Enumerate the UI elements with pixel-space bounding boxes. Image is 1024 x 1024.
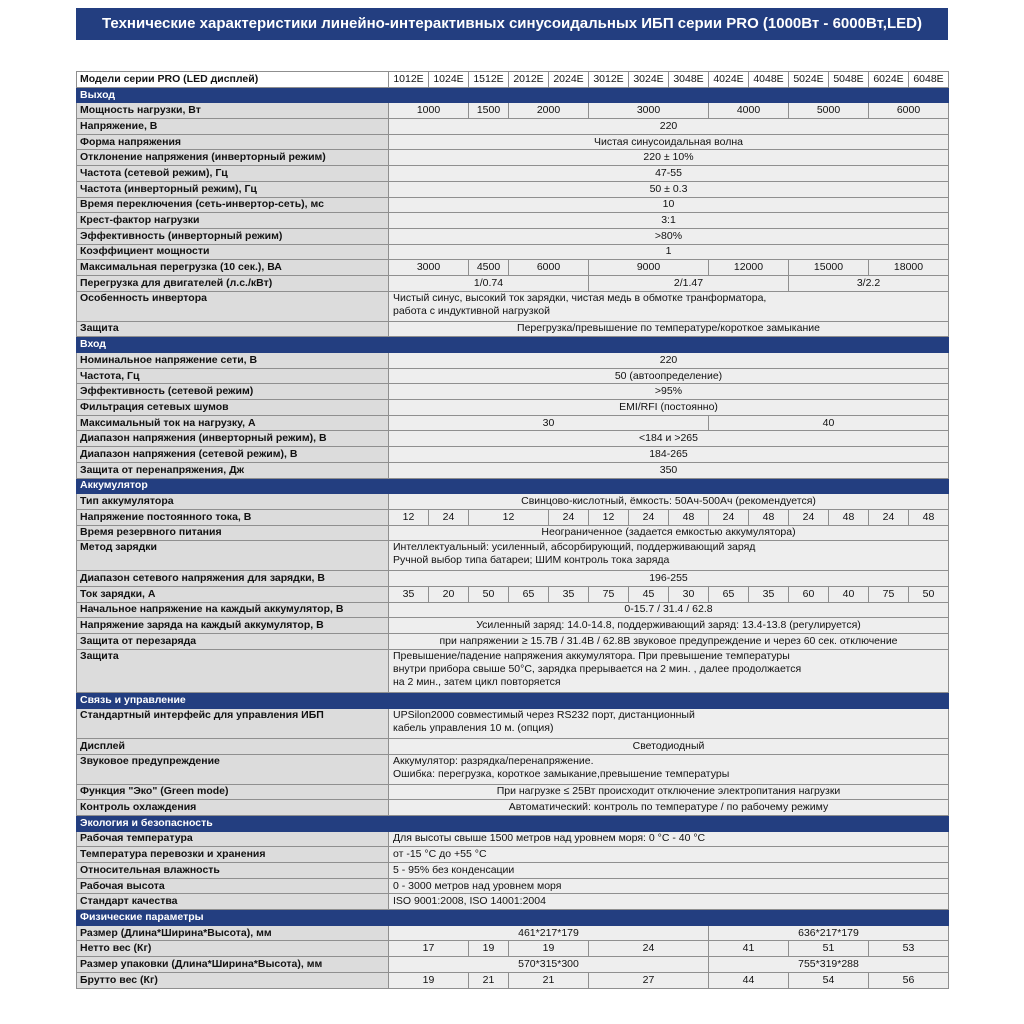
spec-label: Нетто вес (Кг) [77,941,389,957]
spec-value: 50 (автоопределение) [389,368,949,384]
spec-label: Диапазон напряжения (сетевой режим), В [77,447,389,463]
spec-value: 50 ± 0.3 [389,181,949,197]
spec-row [77,119,949,135]
spec-row [77,586,949,602]
spec-value: 220 [389,353,949,369]
spec-value: 21 [469,972,509,988]
spec-row [77,634,949,650]
spec-value: 12 [389,509,429,525]
section-title: Экология и безопасность [77,815,949,831]
spec-row [77,134,949,150]
spec-row [77,291,949,321]
spec-value: 24 [549,509,589,525]
model-header-cell: 4048E [749,72,789,88]
spec-value-line: Чистый синус, высокий ток зарядки, чистая медь в обмотке транформатора, [393,291,767,304]
spec-value: 35 [389,586,429,602]
spec-row [77,181,949,197]
spec-value: 48 [909,509,949,525]
spec-row [77,863,949,879]
section-title: Вход [77,337,949,353]
spec-row [77,400,949,416]
spec-value: 53 [869,941,949,957]
spec-row [77,431,949,447]
spec-value: 48 [749,509,789,525]
spec-label: Стандарт качества [77,894,389,910]
spec-label: Звуковое предупреждение [77,754,389,784]
spec-label: Время переключения (сеть-инвертор-сеть), мс [77,197,389,213]
spec-label: Размер (Длина*Ширина*Высота), мм [77,925,389,941]
spec-value [389,708,949,738]
spec-label: Частота (сетевой режим), Гц [77,166,389,182]
spec-value: 12000 [709,260,789,276]
spec-value-line: Интеллектуальный: усиленный, абсорбирующий, поддерживающий заряд [393,541,756,554]
model-header-cell: 4024E [709,72,749,88]
spec-value: 3:1 [389,213,949,229]
spec-row [77,847,949,863]
spec-value: 20 [429,586,469,602]
model-header-cell: 1512E [469,72,509,88]
spec-value [389,291,949,321]
spec-value [389,754,949,784]
spec-label: Напряжение, В [77,119,389,135]
spec-value: 570*315*300 [389,957,709,973]
spec-value: 1 [389,244,949,260]
spec-label: Частота (инверторный режим), Гц [77,181,389,197]
model-header-cell: 6048E [909,72,949,88]
spec-label: Функция "Эко" (Green mode) [77,784,389,800]
spec-value: 24 [789,509,829,525]
spec-label: Особенность инвертора [77,291,389,321]
spec-value: 5 - 95% без конденсации [389,863,949,879]
spec-value: 12 [589,509,629,525]
section-header [77,337,949,353]
spec-value-line: работа с индуктивной нагрузкой [393,304,551,317]
spec-value: 19 [509,941,589,957]
spec-label: Защита от перезаряда [77,634,389,650]
spec-value: 41 [709,941,789,957]
spec-row [77,509,949,525]
spec-label: Коэффициент мощности [77,244,389,260]
spec-value: 40 [829,586,869,602]
spec-value: 48 [669,509,709,525]
header-label: Модели серии PRO (LED дисплей) [77,72,389,88]
spec-row [77,275,949,291]
spec-value: 44 [709,972,789,988]
spec-label: Время резервного питания [77,525,389,541]
model-header-cell: 2012E [509,72,549,88]
spec-value: 60 [789,586,829,602]
spec-value: 0-15.7 / 31.4 / 62.8 [389,602,949,618]
spec-value-line: внутри прибора свыше 50°C, зарядка прерывается на 2 мин. , далее продолжается [393,662,802,675]
spec-row [77,541,949,571]
model-header-cell: 3048E [669,72,709,88]
spec-value: Чистая синусоидальная волна [389,134,949,150]
spec-label: Защита от перенапряжения, Дж [77,462,389,478]
spec-label: Стандартный интерфейс для управления ИБП [77,708,389,738]
spec-label: Максимальная перегрузка (10 сек.), ВА [77,260,389,276]
spec-value-line: кабель управления 10 м. (опция) [393,721,554,734]
spec-label: Дисплей [77,738,389,754]
spec-value: Свинцово-кислотный, ёмкость: 50Ач-500Ач (рекомендуется) [389,494,949,510]
spec-value: 10 [389,197,949,213]
spec-row [77,738,949,754]
spec-value: 40 [709,415,949,431]
spec-label: Фильтрация сетевых шумов [77,400,389,416]
model-header-cell: 1012E [389,72,429,88]
page-title: Технические характеристики линейно-интерактивных синусоидальных ИБП серии PRO (1000Вт - 6000Вт,LED) [76,8,948,40]
spec-value: 3000 [389,260,469,276]
spec-value: от -15 °C до +55 °C [389,847,949,863]
spec-row [77,260,949,276]
spec-row [77,368,949,384]
spec-row [77,754,949,784]
spec-value: 24 [709,509,749,525]
spec-value: 3000 [589,103,709,119]
spec-row [77,894,949,910]
spec-value [389,649,949,693]
section-header [77,815,949,831]
spec-value: 45 [629,586,669,602]
spec-row [77,602,949,618]
spec-label: Напряжение заряда на каждый аккумулятор, В [77,618,389,634]
spec-label: Перегрузка для двигателей (л.с./кВт) [77,275,389,291]
spec-row [77,353,949,369]
spec-value: 27 [589,972,709,988]
model-header-cell: 3024E [629,72,669,88]
spec-value: Автоматический: контроль по температуре / по рабочему режиму [389,800,949,816]
spec-value: 2000 [509,103,589,119]
spec-row [77,494,949,510]
spec-value: 65 [509,586,549,602]
spec-value: 5000 [789,103,869,119]
spec-label: Мощность нагрузки, Вт [77,103,389,119]
spec-value: Неограниченное (задается емкостью аккумулятора) [389,525,949,541]
section-title: Физические параметры [77,910,949,926]
spec-value: >95% [389,384,949,400]
spec-row [77,972,949,988]
spec-label: Диапазон напряжения (инверторный режим), В [77,431,389,447]
section-title: Связь и управление [77,693,949,709]
spec-value: 1/0.74 [389,275,589,291]
spec-label: Эффективность (инверторный режим) [77,228,389,244]
spec-value: При нагрузке ≤ 25Вт происходит отключение электропитания нагрузки [389,784,949,800]
spec-label: Номинальное напряжение сети, В [77,353,389,369]
spec-label: Форма напряжения [77,134,389,150]
spec-row [77,103,949,119]
spec-label: Диапазон сетевого напряжения для зарядки, В [77,571,389,587]
model-header-cell: 2024E [549,72,589,88]
spec-value: 35 [749,586,789,602]
model-header-cell: 5048E [829,72,869,88]
spec-value-line: на 2 мин., затем цикл повторяется [393,675,561,688]
spec-value: 4000 [709,103,789,119]
spec-label: Метод зарядки [77,541,389,571]
spec-value: 56 [869,972,949,988]
spec-value: 220 [389,119,949,135]
section-header [77,910,949,926]
spec-row [77,618,949,634]
spec-value: EMI/RFI (постоянно) [389,400,949,416]
spec-value: Для высоты свыше 1500 метров над уровнем моря: 0 °С - 40 °С [389,831,949,847]
spec-row [77,941,949,957]
spec-label: Отклонение напряжения (инверторный режим) [77,150,389,166]
spec-value: при напряжении ≥ 15.7В / 31.4В / 62.8В звуковое предупреждение и через 60 сек. отключение [389,634,949,650]
spec-value: 35 [549,586,589,602]
spec-row [77,166,949,182]
spec-row [77,571,949,587]
spec-value: 4500 [469,260,509,276]
spec-value: 6000 [509,260,589,276]
spec-label: Температура перевозки и хранения [77,847,389,863]
spec-label: Контроль охлаждения [77,800,389,816]
spec-row [77,244,949,260]
spec-value: 350 [389,462,949,478]
spec-label: Частота, Гц [77,368,389,384]
spec-label: Крест-фактор нагрузки [77,213,389,229]
spec-value: 220 ± 10% [389,150,949,166]
spec-label: Начальное напряжение на каждый аккумулятор, В [77,602,389,618]
spec-row [77,228,949,244]
spec-label: Защита [77,649,389,693]
header-row [77,72,949,88]
spec-value: 184-265 [389,447,949,463]
spec-value: 24 [589,941,709,957]
spec-value: 15000 [789,260,869,276]
spec-value [389,541,949,571]
spec-value: 196-255 [389,571,949,587]
spec-value: 636*217*179 [709,925,949,941]
spec-label: Размер упаковки (Длина*Ширина*Высота), мм [77,957,389,973]
spec-row [77,447,949,463]
spec-value: 19 [389,972,469,988]
spec-value: 50 [909,586,949,602]
spec-label: Тип аккумулятора [77,494,389,510]
spec-row [77,321,949,337]
spec-value: 24 [629,509,669,525]
spec-value: 75 [589,586,629,602]
spec-value: 51 [789,941,869,957]
model-header-cell: 1024E [429,72,469,88]
spec-value: Светодиодный [389,738,949,754]
section-header [77,87,949,103]
spec-label: Напряжение постоянного тока, В [77,509,389,525]
spec-value: 18000 [869,260,949,276]
spec-value: 1500 [469,103,509,119]
spec-value: 12 [469,509,549,525]
spec-value: 54 [789,972,869,988]
spec-value: 30 [389,415,709,431]
spec-value: 6000 [869,103,949,119]
spec-row [77,784,949,800]
spec-row [77,649,949,693]
section-title: Выход [77,87,949,103]
section-header [77,693,949,709]
spec-label: Ток зарядки, А [77,586,389,602]
spec-label: Максимальный ток на нагрузку, А [77,415,389,431]
spec-value: 50 [469,586,509,602]
spec-row [77,831,949,847]
spec-value: <184 и >265 [389,431,949,447]
spec-value: Перегрузка/превышение по температуре/короткое замыкание [389,321,949,337]
spec-value-line: Ошибка: перегрузка, короткое замыкание,превышение температуры [393,767,730,780]
spec-row [77,213,949,229]
spec-value-line: Аккумулятор: разрядка/перенапряжение. [393,754,594,767]
spec-label: Эффективность (сетевой режим) [77,384,389,400]
spec-value-line: Превышение/падение напряжения аккумулятора. При превышение температуры [393,649,790,662]
model-header-cell: 5024E [789,72,829,88]
spec-value: Усиленный заряд: 14.0-14.8, поддерживающий заряд: 13.4-13.8 (регулируется) [389,618,949,634]
spec-value: 75 [869,586,909,602]
spec-row [77,197,949,213]
spec-row [77,525,949,541]
spec-label: Рабочая температура [77,831,389,847]
spec-value-line: Ручной выбор типа батареи; ШИМ контроль тока заряда [393,554,670,567]
spec-value-line: UPSilon2000 совместимый через RS232 порт, дистанционный [393,708,695,721]
spec-row [77,384,949,400]
spec-row [77,150,949,166]
spec-row [77,462,949,478]
spec-value: ISO 9001:2008, ISO 14001:2004 [389,894,949,910]
spec-label: Защита [77,321,389,337]
spec-row [77,878,949,894]
spec-value: 24 [869,509,909,525]
spec-value: 755*319*288 [709,957,949,973]
spec-value: 65 [709,586,749,602]
spec-table [76,71,949,989]
spec-value: 3/2.2 [789,275,949,291]
spec-value: 24 [429,509,469,525]
spec-value: 17 [389,941,469,957]
spec-value: 2/1.47 [589,275,789,291]
spec-value: 21 [509,972,589,988]
model-header-cell: 6024E [869,72,909,88]
spec-value: 461*217*179 [389,925,709,941]
spec-value: 30 [669,586,709,602]
spec-value: 19 [469,941,509,957]
spec-row [77,957,949,973]
spec-value: 0 - 3000 метров над уровнем моря [389,878,949,894]
spec-label: Относительная влажность [77,863,389,879]
section-header [77,478,949,494]
spec-value: >80% [389,228,949,244]
model-header-cell: 3012E [589,72,629,88]
spec-row [77,925,949,941]
spec-value: 1000 [389,103,469,119]
section-title: Аккумулятор [77,478,949,494]
spec-row [77,415,949,431]
spec-row [77,800,949,816]
spec-label: Брутто вес (Кг) [77,972,389,988]
spec-row [77,708,949,738]
spec-value: 47-55 [389,166,949,182]
spec-value: 9000 [589,260,709,276]
spec-value: 48 [829,509,869,525]
spec-label: Рабочая высота [77,878,389,894]
